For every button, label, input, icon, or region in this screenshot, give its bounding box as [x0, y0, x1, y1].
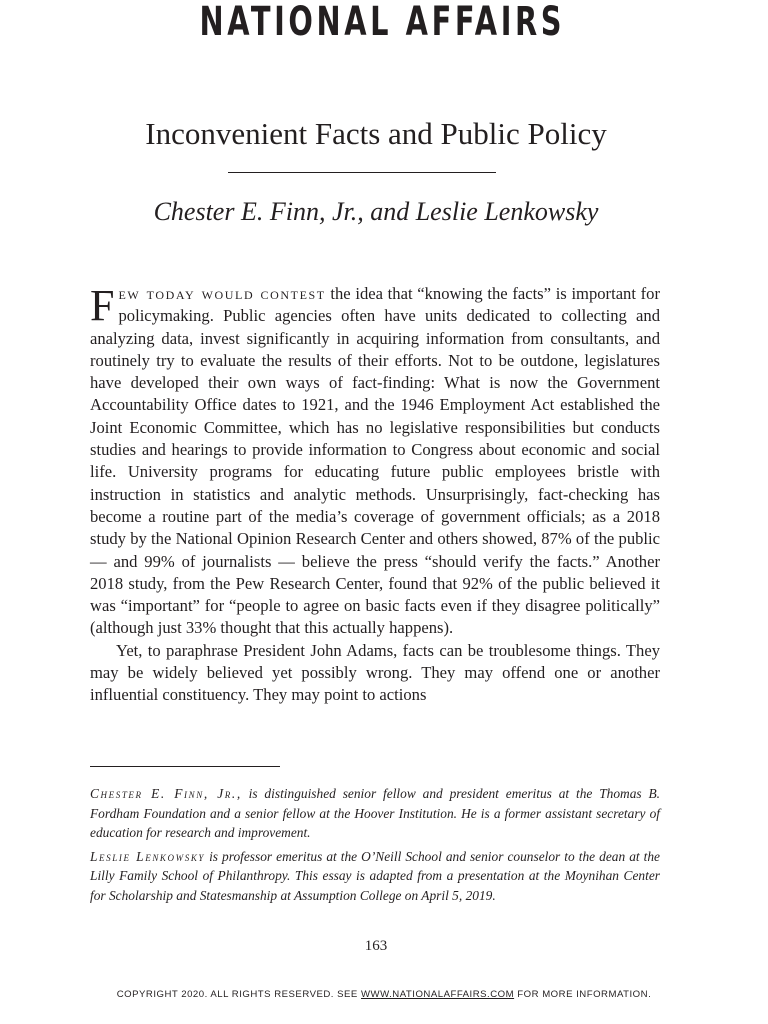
copyright-footer: [0, 988, 768, 1002]
page-number: 163: [364, 938, 388, 954]
author-bio-finn: [90, 784, 660, 843]
article-body: [90, 283, 660, 707]
paragraph-1: [90, 283, 660, 640]
masthead-logo: NATIONAL AFFAIRS: [199, 0, 566, 45]
article-authors: Chester E. Finn, Jr., and Leslie Lenkowsky: [153, 197, 599, 226]
article-title: Inconvenient Facts and Public Policy: [145, 116, 607, 151]
copyright-suffix: FOR MORE INFORMATION.: [514, 989, 652, 1000]
copyright-prefix: COPYRIGHT 2020. ALL RIGHTS RESERVED. SEE: [116, 989, 361, 1000]
author-bio-name: Leslie Lenkowsky: [90, 848, 206, 864]
website-link[interactable]: WWW.NATIONALAFFAIRS.COM: [361, 989, 515, 1000]
paragraph-1-text: the idea that “knowing the facts” is important for policymaking. Public agencies often have units dedicated to collecting and analyzing data, invest significantly in acquiring information from consultants, and routinely try to evaluate the results of their efforts. Not to be outdone, legislatures have developed their own ways of fact-finding: What is now the Government Accountability Office dates to 1921, and the 1946 Employment Act established the Joint Economic Committee, which has no legislative responsibilities but conducts studies and hearings to provide information to Congress about economic and social life. University programs for educating future public employees bristle with instruction in statistics and analytic methods. Unsurprisingly, fact-checking has become a routine part of the media’s coverage of government officials; as a 2018 study by the National Opinion Research Center and others showed, 87% of the public — and 99% of journalists — believe the press “should verify the facts.” Another 2018 study, from the Pew Research Center, found that 92% of the public believed it was “important” for “people to agree on basic facts even if they disagree politically” (although just 33% thought that this actually happens).: [90, 284, 660, 638]
author-bio-text: is distinguished senior fellow and president emeritus at the Thomas B. Fordham Foundation and a senior fellow at the Hoover Institution. He is a former assistant secretary of education for research and improvement.: [90, 786, 661, 841]
footnote-divider: [90, 766, 280, 767]
drop-cap: F: [90, 281, 115, 330]
title-divider: [228, 172, 496, 173]
author-bio-text: is professor emeritus at the O’Neill School and senior counselor to the dean at the Lilly Family School of Philanthropy. This essay is adapted from a presentation at the Moynihan Center for Scholarship and Statesmanship at Assumption College on April 5, 2019.: [90, 848, 660, 903]
paragraph-2: Yet, to paraphrase President John Adams, facts can be troublesome things. They may be widely believed yet possibly wrong. They may offend one or another influential constituency. They may point to actions: [90, 640, 660, 705]
author-bio-name: Chester E. Finn, Jr.,: [90, 786, 242, 801]
author-bios: [90, 784, 660, 910]
author-bio-lenkowsky: [90, 847, 660, 906]
opening-words: ew today would contest: [118, 284, 326, 303]
